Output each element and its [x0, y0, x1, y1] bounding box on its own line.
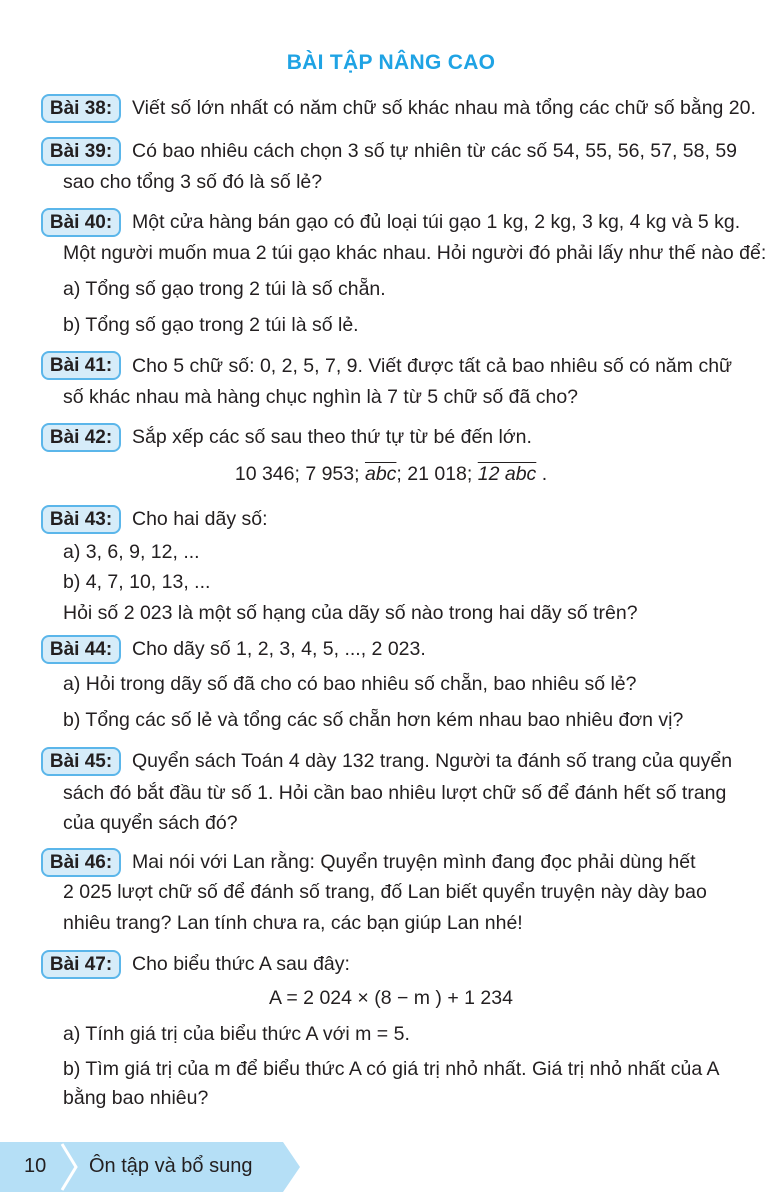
problem-text: số khác nhau mà hàng chục nghìn là 7 từ 5 chữ số đã cho? [63, 386, 579, 408]
problem-text: sách đó bắt đầu từ số 1. Hỏi cần bao nhiêu lượt chữ số để đánh hết số trang [63, 782, 727, 804]
math-expression: A = 2 024 × (8 − m ) + 1 234 [269, 987, 513, 1009]
problem-text: Có bao nhiêu cách chọn 3 số tự nhiên từ các số 54, 55, 56, 57, 58, 59 [132, 140, 738, 162]
problem-part: b) Tổng các số lẻ và tổng các số chẵn hơn kém nhau bao nhiêu đơn vị? [63, 709, 684, 731]
problem-part: a) Tổng số gạo trong 2 túi là số chẵn. [63, 278, 386, 300]
problem-text: Một cửa hàng bán gạo có đủ loại túi gạo 1 kg, 2 kg, 3 kg, 4 kg và 5 kg. [132, 211, 741, 233]
problem-text: Cho biểu thức A sau đây: [132, 953, 350, 975]
problem-text: Sắp xếp các số sau theo thứ tự từ bé đến lớn. [132, 426, 532, 448]
problem-text: Cho dãy số 1, 2, 3, 4, 5, ..., 2 023. [132, 638, 426, 660]
problem-label: Bài 42: [41, 423, 121, 452]
number-list-part: ; 21 018; [396, 463, 478, 485]
problem-label: Bài 46: [41, 848, 121, 877]
overline-abc: $\overline{abc}$ [364, 463, 397, 485]
problem-part: b) 4, 7, 10, 13, ... [63, 571, 211, 593]
problem-part: a) 3, 6, 9, 12, ... [63, 541, 200, 563]
problem-part: a) Hỏi trong dãy số đã cho có bao nhiêu số chẵn, bao nhiêu số lẻ? [63, 673, 637, 695]
number-list-part: 10 346; 7 953; [234, 463, 365, 485]
page-title: BÀI TẬP NÂNG CAO [286, 51, 496, 74]
problem-text: 2 025 lượt chữ số để đánh số trang, đố Lan biết quyển truyện này dày bao [63, 881, 707, 903]
problem-part: a) Tính giá trị của biểu thức A với m = 5. [63, 1023, 410, 1045]
problem-text: bằng bao nhiêu? [63, 1087, 209, 1109]
problem-text: sao cho tổng 3 số đó là số lẻ? [63, 171, 323, 193]
problem-label: Bài 44: [41, 635, 121, 664]
problem-label: Bài 38: [41, 94, 121, 123]
number-list-part: . [536, 463, 548, 485]
problem-text: Viết số lớn nhất có năm chữ số khác nhau mà tổng các chữ số bằng 20. [132, 97, 756, 119]
page-number: 10 [24, 1155, 47, 1177]
problem-label: Bài 39: [41, 137, 121, 166]
problem-text: của quyển sách đó? [63, 812, 238, 834]
problem-label: Bài 43: [41, 505, 121, 534]
overline-12abc: 12 abc [477, 463, 537, 485]
problem-part: b) Tìm giá trị của m để biểu thức A có giá trị nhỏ nhất. Giá trị nhỏ nhất của A [63, 1058, 720, 1080]
problem-text: Cho hai dãy số: [132, 508, 268, 530]
problem-label: Bài 41: [41, 351, 121, 380]
problem-text: Quyển sách Toán 4 dày 132 trang. Người ta đánh số trang của quyển [132, 750, 733, 772]
problem-label: Bài 45: [41, 747, 121, 776]
problem-text: Mai nói với Lan rằng: Quyển truyện mình đang đọc phải dùng hết [132, 851, 696, 873]
section-title: Ôn tập và bổ sung [89, 1155, 253, 1177]
problem-text: Cho 5 chữ số: 0, 2, 5, 7, 9. Viết được tất cả bao nhiêu số có năm chữ [132, 355, 733, 377]
problem-label: Bài 40: [41, 208, 121, 237]
problem-text: nhiêu trang? Lan tính chưa ra, các bạn giúp Lan nhé! [63, 912, 523, 934]
problem-text: Một người muốn mua 2 túi gạo khác nhau. Hỏi người đó phải lấy như thế nào để: [63, 242, 767, 264]
number-list [0, 462, 782, 486]
problem-part: b) Tổng số gạo trong 2 túi là số lẻ. [63, 314, 359, 336]
problem-text: Hỏi số 2 023 là một số hạng của dãy số nào trong hai dãy số trên? [63, 602, 638, 624]
problem-label: Bài 47: [41, 950, 121, 979]
